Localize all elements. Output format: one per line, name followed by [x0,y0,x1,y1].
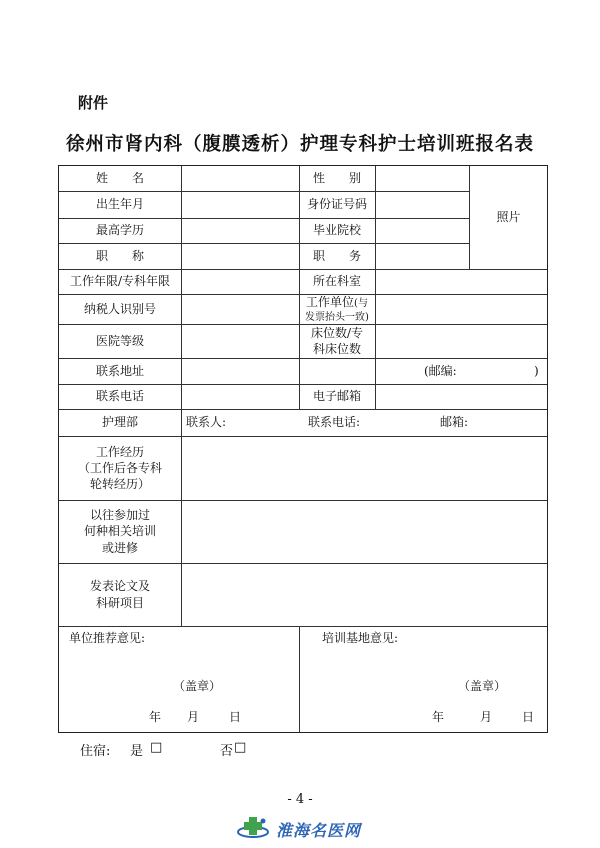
position-label: 职 务 [312,248,361,263]
medical-cross-logo-icon [236,815,270,843]
address-field[interactable] [182,358,547,384]
tax-id-label: 纳税人识别号 [83,301,156,316]
nursing-dept-label: 护理部 [101,415,138,430]
address-label: 联系地址 [95,363,144,378]
page-number: - 4 - [287,792,313,807]
school-label: 毕业院校 [312,223,361,238]
base-year-label: 年 [432,710,445,724]
training-field[interactable] [182,500,547,563]
postcode-label: (邮编: [424,363,457,378]
papers-label: 发表论文及 科研项目 [89,579,150,610]
papers-field[interactable] [182,563,547,626]
logo-text: 淮海名医网 [276,820,362,840]
lodging-yes-label: 是 [130,744,144,759]
id-number-label: 身份证号码 [306,197,367,212]
phone-label: 联系电话 [95,389,144,404]
work-experience-label: 工作经历 （工作后各专科 轮转经历） [77,444,162,492]
lodging-yes-checkbox[interactable]: □ [150,740,163,755]
education-label: 最高学历 [95,223,144,238]
education-field[interactable] [182,218,299,243]
contact-phone-label: 联系电话: [308,415,361,430]
base-opinion-label: 培训基地意见: [322,631,399,645]
unit-opinion-label: 单位推荐意见: [69,631,146,645]
gender-field[interactable] [376,166,469,191]
unit-seal-label: （盖章） [173,679,222,693]
id-number-field[interactable] [376,191,469,218]
base-day-label: 日 [522,710,535,724]
photo-box[interactable] [470,166,547,269]
lodging-no-label: 否 [220,744,234,759]
email-label: 电子邮箱 [312,389,361,404]
work-years-field[interactable] [182,269,299,294]
form-title: 徐州市肾内科（腹膜透析）护理专科护士培训班报名表 [65,134,534,155]
photo-label: 照片 [496,210,521,225]
nursing-dept-contact-row[interactable] [182,409,547,436]
unit-day-label: 日 [229,710,242,724]
work-experience-field[interactable] [182,436,547,500]
department-field[interactable] [376,269,547,294]
work-years-label: 工作年限/专科年限 [69,274,171,289]
lodging-label: 住宿: [80,744,111,759]
unit-month-label: 月 [187,710,200,724]
postcode-close: ) [534,363,539,378]
title-label: 职 称 [95,248,144,263]
school-field[interactable] [376,218,469,243]
contact-person-label: 联系人: [186,415,227,430]
gender-label: 性 别 [312,171,361,186]
hospital-level-label: 医院等级 [95,333,144,348]
department-label: 所在科室 [312,274,361,289]
base-opinion-box[interactable] [300,626,547,732]
position-field[interactable] [376,243,469,269]
work-unit-field[interactable] [376,294,547,324]
unit-year-label: 年 [149,710,162,724]
name-field[interactable] [182,166,299,191]
birth-label: 出生年月 [95,197,144,212]
name-label: 姓 名 [95,171,144,186]
email-field[interactable] [376,384,547,409]
contact-email-label: 邮箱: [440,415,469,430]
tax-id-field[interactable] [182,294,299,324]
site-logo [236,815,361,843]
work-unit-label: 工作单位(与 发票抬头一致) [305,295,369,323]
beds-label: 床位数/专 科床位数 [310,325,364,356]
lodging-no-checkbox[interactable]: □ [234,740,247,755]
base-seal-label: （盖章） [458,679,507,693]
base-month-label: 月 [480,710,493,724]
hospital-level-field[interactable] [182,324,299,358]
title-field[interactable] [182,243,299,269]
registration-form [58,165,548,733]
phone-field[interactable] [182,384,299,409]
beds-field[interactable] [376,324,547,358]
birth-field[interactable] [182,191,299,218]
training-label: 以往参加过 何种相关培训 或进修 [83,508,156,555]
annex-label: 附件 [78,94,109,112]
unit-opinion-box[interactable] [59,626,299,732]
